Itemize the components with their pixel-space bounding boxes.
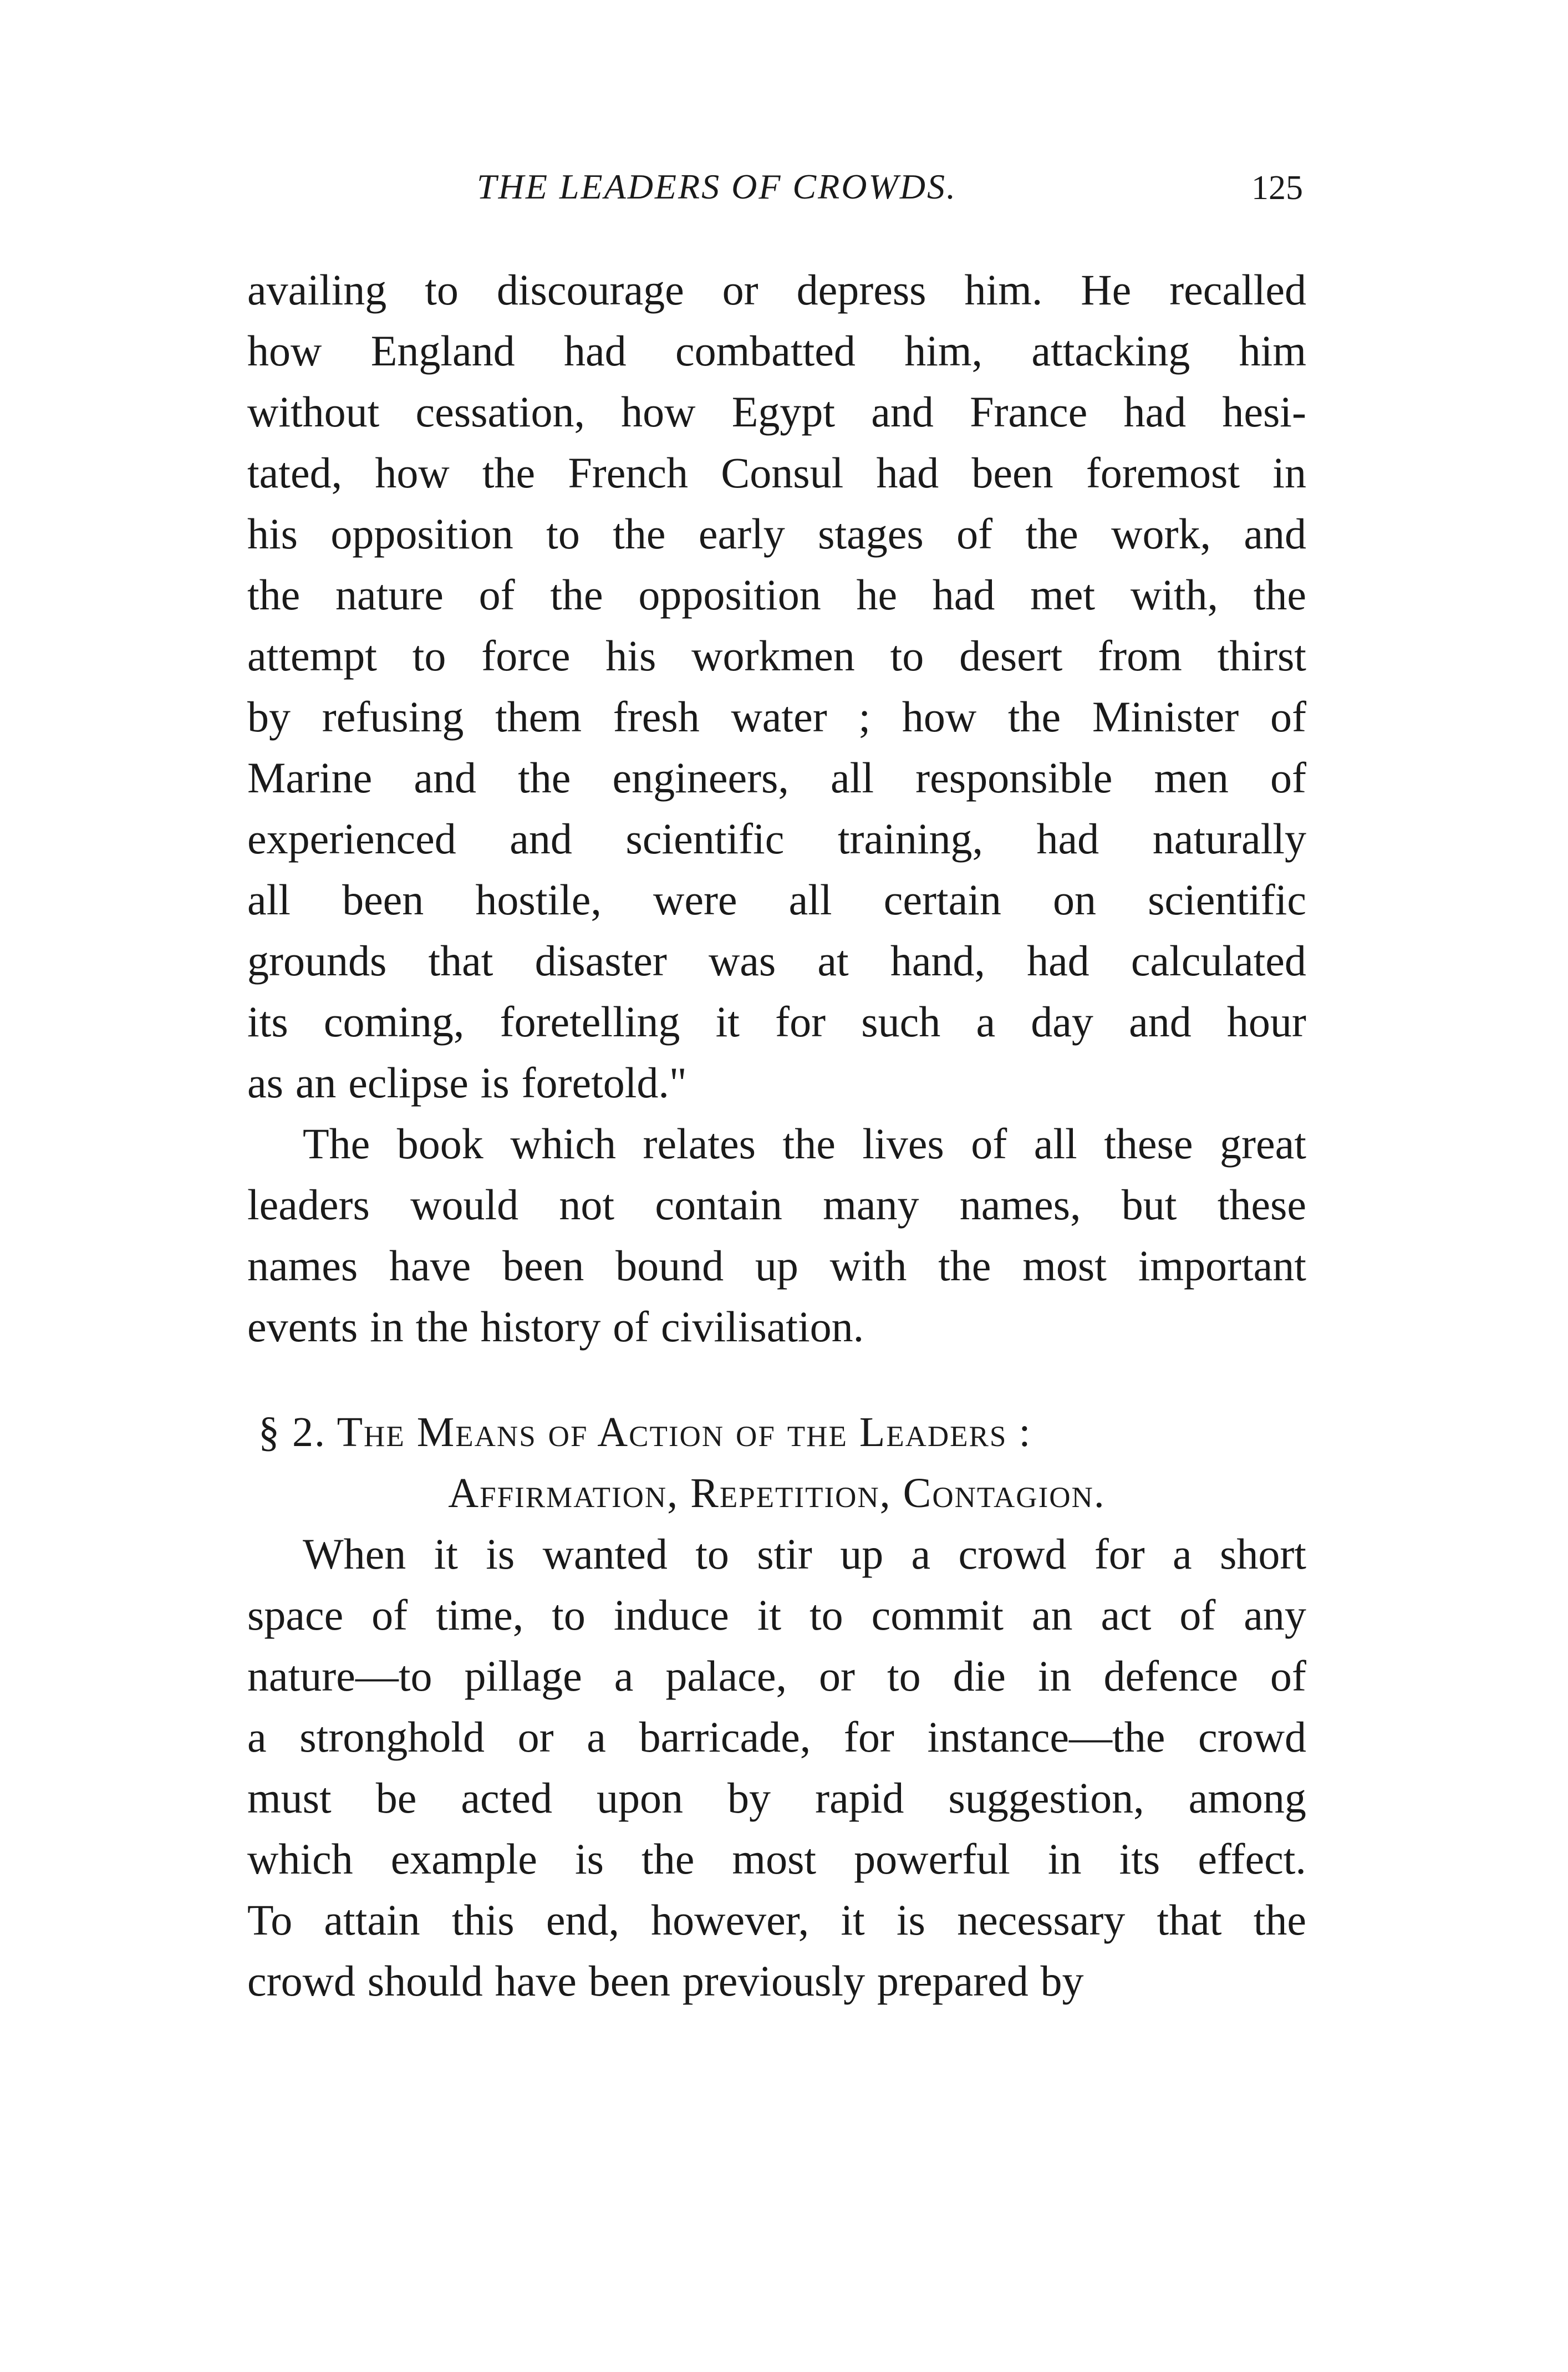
word: book xyxy=(396,1119,483,1168)
text-line xyxy=(247,991,1306,1052)
word: had xyxy=(1027,936,1090,985)
text-line xyxy=(247,1890,1306,1951)
word: a xyxy=(247,1713,267,1761)
word: its xyxy=(247,997,288,1046)
word: he xyxy=(856,571,898,619)
text-line xyxy=(247,503,1306,564)
word: induce xyxy=(613,1591,729,1639)
word: French xyxy=(568,449,688,497)
word: crowd xyxy=(1198,1713,1306,1761)
word: attain xyxy=(324,1896,420,1944)
word: stages xyxy=(818,510,924,558)
word: short xyxy=(1219,1530,1306,1578)
word: desert xyxy=(959,632,1063,680)
word: names, xyxy=(959,1180,1081,1229)
word: for xyxy=(843,1713,894,1761)
word: of xyxy=(1179,1591,1216,1639)
word: or xyxy=(818,1652,855,1700)
word: had xyxy=(1123,388,1187,436)
word: die xyxy=(953,1652,1006,1700)
word: or xyxy=(722,266,758,314)
word: and xyxy=(1244,510,1306,558)
word: to xyxy=(695,1530,729,1578)
word: was xyxy=(708,936,776,985)
word: foretold." xyxy=(521,1058,687,1107)
text-line xyxy=(247,1235,1306,1296)
word: the xyxy=(1253,1896,1306,1944)
word: a xyxy=(976,997,996,1046)
word: discourage xyxy=(496,266,684,314)
word: coming, xyxy=(323,997,465,1046)
word: of xyxy=(371,1591,408,1639)
word: Consul xyxy=(721,449,844,497)
text-line xyxy=(247,442,1306,503)
word: and xyxy=(510,815,572,863)
text-line xyxy=(247,1174,1306,1235)
word: have xyxy=(389,1241,471,1290)
word: up xyxy=(840,1530,884,1578)
text-line xyxy=(247,686,1306,747)
word: this xyxy=(451,1896,515,1944)
word: cessation, xyxy=(415,388,585,436)
word: his xyxy=(247,510,298,558)
word: opposition xyxy=(638,571,821,619)
text-line xyxy=(247,869,1306,930)
paragraph-stir-crowd xyxy=(247,1524,1306,2012)
word: and xyxy=(1129,997,1192,1046)
word: lives xyxy=(862,1119,944,1168)
word: up xyxy=(755,1241,798,1290)
word: him, xyxy=(904,327,983,375)
word: the xyxy=(518,754,571,802)
word: eclipse xyxy=(348,1058,469,1107)
word: To xyxy=(247,1896,293,1944)
word: the xyxy=(1025,510,1078,558)
text-line xyxy=(247,1524,1306,1585)
running-title: THE LEADERS OF CROWDS. xyxy=(477,167,957,206)
word: The xyxy=(303,1119,370,1168)
word: the xyxy=(550,571,603,619)
word: the xyxy=(1253,571,1306,619)
word: all xyxy=(1034,1119,1077,1168)
word: example xyxy=(390,1835,537,1883)
word: disaster xyxy=(534,936,667,985)
word: an xyxy=(1031,1591,1073,1639)
word: scientific xyxy=(625,815,785,863)
word: stronghold xyxy=(299,1713,485,1761)
text-line xyxy=(247,1707,1306,1768)
word: refusing xyxy=(322,693,464,741)
word: When xyxy=(303,1530,406,1578)
word: relates xyxy=(643,1119,756,1168)
word: training, xyxy=(837,815,983,863)
word: by xyxy=(727,1774,771,1822)
word: experienced xyxy=(247,815,456,863)
word: force xyxy=(481,632,571,680)
word: hesi- xyxy=(1222,388,1306,436)
word: of xyxy=(1270,1652,1306,1700)
word: how xyxy=(375,449,450,497)
word: suggestion, xyxy=(948,1774,1144,1822)
word: the xyxy=(247,571,301,619)
word: and xyxy=(414,754,476,802)
word: as xyxy=(247,1058,283,1107)
section-heading xyxy=(247,1402,1306,1524)
word: in xyxy=(1047,1835,1082,1883)
text-line xyxy=(247,1113,1306,1174)
word: engineers, xyxy=(612,754,789,802)
word: in xyxy=(1272,449,1306,497)
word: it xyxy=(841,1896,865,1944)
word: work, xyxy=(1111,510,1211,558)
word: to xyxy=(546,510,580,558)
body-text xyxy=(247,259,1306,2012)
section-heading-line-2: Affirmation, Repetition, Contagion. xyxy=(448,1470,1106,1516)
word: such xyxy=(861,997,941,1046)
word: of xyxy=(613,1302,649,1351)
word: which xyxy=(510,1119,616,1168)
word: should xyxy=(367,1957,483,2005)
word: by xyxy=(247,693,291,741)
word: He xyxy=(1081,266,1132,314)
word: been xyxy=(342,875,424,924)
text-line xyxy=(247,1052,1306,1113)
word: previously xyxy=(682,1957,866,2005)
paragraph-leaders-book xyxy=(247,1113,1306,1357)
word: his xyxy=(605,632,656,680)
word: how xyxy=(621,388,696,436)
word: grounds xyxy=(247,936,387,985)
word: men xyxy=(1154,754,1229,802)
text-line xyxy=(247,320,1306,381)
word: acted xyxy=(461,1774,552,1822)
word: act xyxy=(1101,1591,1152,1639)
word: great xyxy=(1220,1119,1306,1168)
word: the xyxy=(613,510,666,558)
word: by xyxy=(1040,1957,1084,2005)
word: these xyxy=(1104,1119,1193,1168)
word: ; xyxy=(858,693,871,741)
word: hand, xyxy=(890,936,985,985)
word: most xyxy=(732,1835,817,1883)
word: stir xyxy=(757,1530,812,1578)
text-line xyxy=(247,1951,1306,2012)
word: workmen xyxy=(691,632,855,680)
word: crowd xyxy=(958,1530,1067,1578)
word: France xyxy=(970,388,1088,436)
word: early xyxy=(698,510,785,558)
word: to xyxy=(890,632,924,680)
word: have xyxy=(495,1957,577,2005)
word: must xyxy=(247,1774,332,1822)
word: been xyxy=(588,1957,670,2005)
section-heading-line-1: § 2. The Means of Action of the Leaders : xyxy=(258,1409,1032,1455)
word: any xyxy=(1244,1591,1306,1639)
word: its xyxy=(1119,1835,1160,1883)
word: in xyxy=(370,1302,404,1351)
word: of xyxy=(956,510,993,558)
text-line xyxy=(247,1646,1306,1707)
text-line xyxy=(247,1768,1306,1829)
word: leaders xyxy=(247,1180,370,1229)
word: on xyxy=(1052,875,1096,924)
word: barricade, xyxy=(639,1713,811,1761)
word: to xyxy=(412,632,446,680)
word: of xyxy=(1270,693,1306,741)
word: prepared xyxy=(877,1957,1029,2005)
word: for xyxy=(1094,1530,1145,1578)
word: were xyxy=(653,875,737,924)
text-line xyxy=(247,747,1306,808)
word: naturally xyxy=(1152,815,1306,863)
word: but xyxy=(1121,1180,1177,1229)
word: nature—to xyxy=(247,1652,432,1700)
word: commit xyxy=(871,1591,1004,1639)
word: of xyxy=(478,571,515,619)
word: had xyxy=(1036,815,1099,863)
word: many xyxy=(823,1180,919,1229)
word: certain xyxy=(883,875,1001,924)
word: England xyxy=(370,327,515,375)
word: opposition xyxy=(330,510,513,558)
word: not xyxy=(559,1180,615,1229)
word: thirst xyxy=(1217,632,1306,680)
word: Marine xyxy=(247,754,373,802)
word: an xyxy=(295,1058,337,1107)
running-head xyxy=(250,166,1303,216)
word: would xyxy=(410,1180,519,1229)
word: which xyxy=(247,1835,353,1883)
word: civilisation. xyxy=(661,1302,864,1351)
word: at xyxy=(817,936,849,985)
text-line xyxy=(247,808,1306,869)
word: depress xyxy=(796,266,926,314)
word: had xyxy=(564,327,627,375)
word: him xyxy=(1239,327,1306,375)
word: Minister xyxy=(1092,693,1239,741)
word: however, xyxy=(651,1896,810,1944)
word: of xyxy=(1270,754,1306,802)
word: been xyxy=(502,1241,584,1290)
word: foremost xyxy=(1086,449,1240,497)
paragraph-continued xyxy=(247,259,1306,1113)
word: to xyxy=(887,1652,921,1700)
text-line xyxy=(247,1296,1306,1357)
word: space xyxy=(247,1591,344,1639)
word: availing xyxy=(247,266,387,314)
page-number: 125 xyxy=(1251,169,1303,207)
text-line xyxy=(247,930,1306,991)
word: the xyxy=(782,1119,836,1168)
word: and xyxy=(871,388,934,436)
text-line xyxy=(247,259,1306,320)
word: the xyxy=(482,449,536,497)
word: wanted xyxy=(542,1530,668,1578)
word: attacking xyxy=(1031,327,1190,375)
word: foretelling xyxy=(500,997,680,1046)
word: been xyxy=(971,449,1053,497)
word: bound xyxy=(615,1241,724,1290)
word: palace, xyxy=(665,1652,787,1700)
word: it xyxy=(434,1530,458,1578)
word: powerful xyxy=(854,1835,1010,1883)
word: scientific xyxy=(1148,875,1306,924)
word: end, xyxy=(546,1896,619,1944)
word: tated, xyxy=(247,449,343,497)
text-line xyxy=(247,1829,1306,1890)
text-line xyxy=(247,381,1306,442)
word: all xyxy=(831,754,874,802)
word: crowd xyxy=(247,1957,355,2005)
word: instance—the xyxy=(927,1713,1165,1761)
word: all xyxy=(247,875,291,924)
word: of xyxy=(971,1119,1007,1168)
word: had xyxy=(876,449,939,497)
word: upon xyxy=(597,1774,683,1822)
word: met xyxy=(1030,571,1096,619)
word: attempt xyxy=(247,632,377,680)
word: calculated xyxy=(1131,936,1306,985)
word: effect. xyxy=(1198,1835,1306,1883)
word: the xyxy=(415,1302,469,1351)
word: necessary xyxy=(957,1896,1126,1944)
word: be xyxy=(375,1774,417,1822)
word: him. xyxy=(964,266,1043,314)
word: a xyxy=(614,1652,634,1700)
word: among xyxy=(1188,1774,1306,1822)
word: the xyxy=(938,1241,991,1290)
word: is xyxy=(486,1530,515,1578)
word: to xyxy=(552,1591,586,1639)
word: contain xyxy=(655,1180,782,1229)
word: is xyxy=(574,1835,604,1883)
word: Egypt xyxy=(731,388,836,436)
word: rapid xyxy=(815,1774,904,1822)
text-line xyxy=(247,625,1306,686)
word: with xyxy=(829,1241,907,1290)
word: that xyxy=(1157,1896,1222,1944)
word: them xyxy=(495,693,582,741)
word: day xyxy=(1031,997,1093,1046)
word: names xyxy=(247,1241,358,1290)
word: recalled xyxy=(1169,266,1306,314)
word: fresh xyxy=(613,693,700,741)
word: the xyxy=(1007,693,1061,741)
word: how xyxy=(902,693,977,741)
word: combatted xyxy=(675,327,856,375)
word: for xyxy=(775,997,826,1046)
word: a xyxy=(911,1530,931,1578)
word: to xyxy=(425,266,459,314)
word: it xyxy=(715,997,740,1046)
word: to xyxy=(810,1591,843,1639)
word: the xyxy=(642,1835,695,1883)
word: without xyxy=(247,388,380,436)
word: pillage xyxy=(464,1652,582,1700)
word: from xyxy=(1098,632,1182,680)
word: water xyxy=(731,693,827,741)
word: these xyxy=(1217,1180,1306,1229)
word: defence xyxy=(1103,1652,1238,1700)
word: with, xyxy=(1130,571,1218,619)
word: a xyxy=(587,1713,606,1761)
word: is xyxy=(480,1058,510,1107)
word: most xyxy=(1022,1241,1107,1290)
text-line xyxy=(247,1585,1306,1646)
word: nature xyxy=(335,571,444,619)
word: history xyxy=(480,1302,601,1351)
word: hour xyxy=(1226,997,1306,1046)
word: important xyxy=(1138,1241,1306,1290)
word: in xyxy=(1037,1652,1072,1700)
word: events xyxy=(247,1302,358,1351)
word: had xyxy=(932,571,995,619)
word: or xyxy=(517,1713,554,1761)
word: all xyxy=(788,875,832,924)
word: that xyxy=(428,936,493,985)
word: a xyxy=(1173,1530,1192,1578)
word: is xyxy=(896,1896,925,1944)
word: hostile, xyxy=(475,875,602,924)
word: it xyxy=(757,1591,782,1639)
word: responsible xyxy=(915,754,1113,802)
text-line xyxy=(247,564,1306,625)
word: how xyxy=(247,327,322,375)
word: time, xyxy=(436,1591,524,1639)
